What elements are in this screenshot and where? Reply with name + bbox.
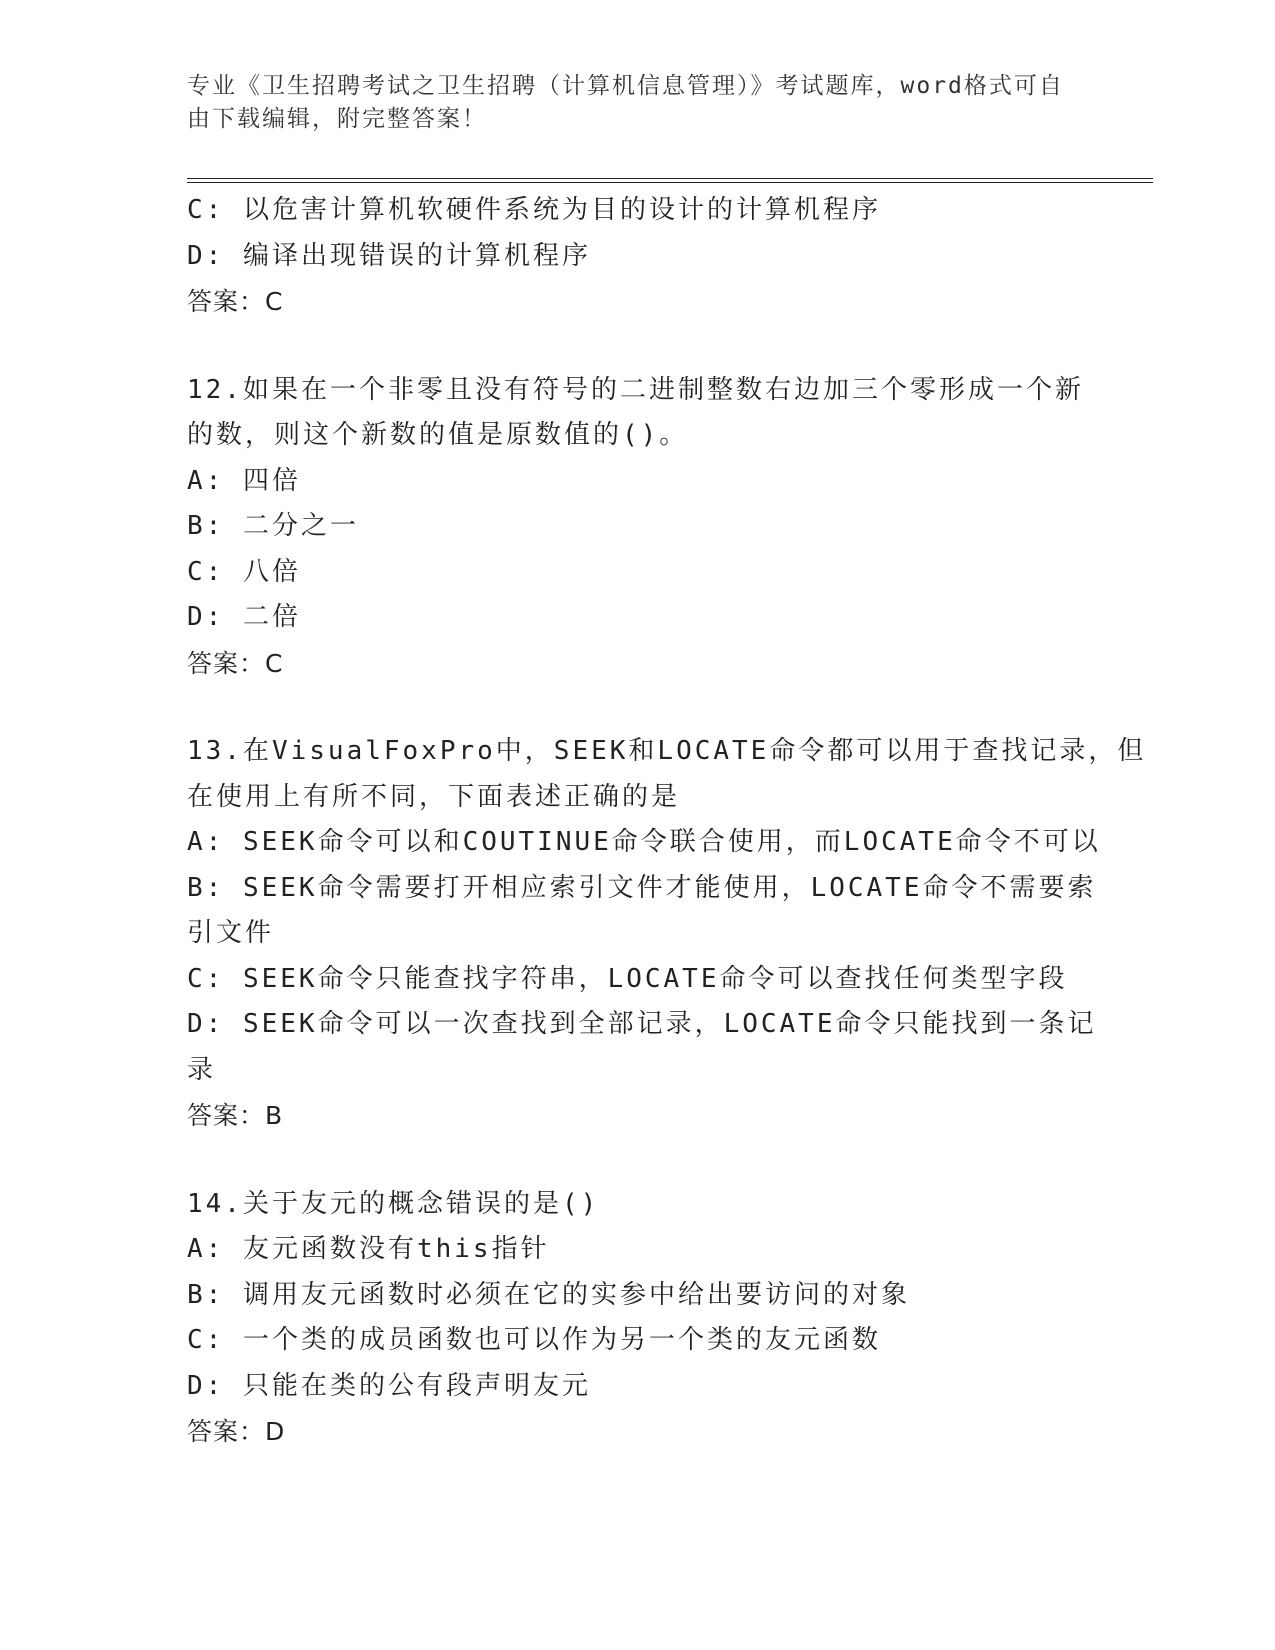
option-line: C: 八倍 bbox=[187, 556, 301, 587]
option-line: C: 以危害计算机软硬件系统为目的设计的计算机程序 bbox=[187, 195, 881, 225]
header-line: 专业《卫生招聘考试之卫生招聘（计算机信息管理）》考试题库，word格式可自 bbox=[187, 73, 1064, 99]
question-stem: 13.在VisualFoxPro中，SEEK和LOCATE命令都可以用于查找记录，但 bbox=[187, 736, 1147, 766]
question-stem: 在使用上有所不同，下面表述正确的是 bbox=[187, 781, 681, 812]
option-line: B: 二分之一 bbox=[187, 511, 359, 541]
option-line: B: SEEK命令需要打开相应索引文件才能使用，LOCATE命令不需要索 bbox=[187, 872, 1097, 903]
question-stem: 的数，则这个新数的值是原数值的()。 bbox=[187, 420, 689, 450]
option-line: D: SEEK命令可以一次查找到全部记录，LOCATE命令只能找到一条记 bbox=[187, 1009, 1097, 1039]
option-line: A: SEEK命令可以和COUTINUE命令联合使用，而LOCATE命令不可以 bbox=[187, 827, 1101, 857]
option-line: C: SEEK命令只能查找字符串，LOCATE命令可以查找任何类型字段 bbox=[187, 963, 1068, 994]
question-block bbox=[187, 368, 1087, 687]
option-line: D: 只能在类的公有段声明友元 bbox=[187, 1370, 591, 1401]
question-content bbox=[187, 188, 1147, 1455]
header-divider bbox=[187, 182, 1153, 183]
header-line: 由下载编辑，附完整答案！ bbox=[187, 106, 487, 132]
question-gap bbox=[187, 325, 1087, 368]
option-line: A: 四倍 bbox=[187, 465, 301, 496]
option-line: 引文件 bbox=[187, 918, 275, 948]
answer-line: 答案：C bbox=[187, 648, 284, 678]
option-line: D: 编译出现错误的计算机程序 bbox=[187, 240, 591, 271]
answer-line: 答案：B bbox=[187, 1101, 284, 1130]
answer-line: 答案：C bbox=[187, 287, 284, 316]
document-header bbox=[187, 70, 1067, 136]
question-gap bbox=[187, 686, 1087, 729]
option-line: A: 友元函数没有this指针 bbox=[187, 1234, 550, 1264]
question-block bbox=[187, 729, 1147, 1139]
option-line: 录 bbox=[187, 1054, 217, 1085]
question-stem: 12.如果在一个非零且没有符号的二进制整数右边加三个零形成一个新 bbox=[187, 374, 1084, 405]
option-line: D: 二倍 bbox=[187, 602, 301, 632]
question-gap bbox=[187, 1139, 1087, 1182]
option-line: C: 一个类的成员函数也可以作为另一个类的友元函数 bbox=[187, 1325, 881, 1355]
header-divider bbox=[187, 178, 1153, 179]
answer-line: 答案：D bbox=[187, 1417, 286, 1446]
option-line: B: 调用友元函数时必须在它的实参中给出要访问的对象 bbox=[187, 1279, 910, 1310]
question-stem: 14.关于友元的概念错误的是() bbox=[187, 1188, 600, 1219]
question-block bbox=[187, 1182, 1087, 1455]
